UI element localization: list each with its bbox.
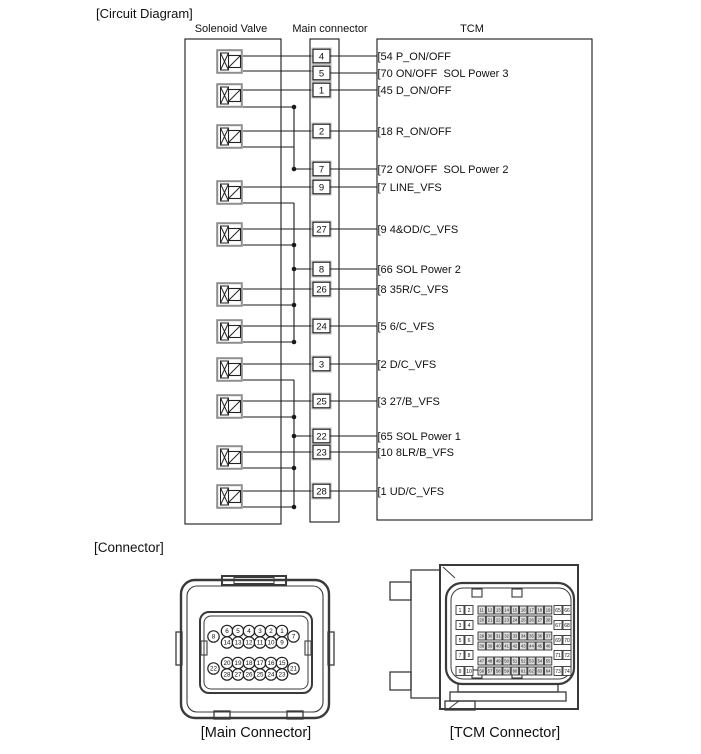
solenoid-valve bbox=[217, 125, 294, 148]
main-connector-drawing-pin bbox=[254, 637, 265, 648]
pin-square-number: 71 bbox=[555, 652, 561, 659]
tcm-connector-drawing-pin bbox=[495, 667, 502, 675]
pin-square-number: 67 bbox=[555, 622, 561, 629]
main-connector-pin-number: 9 bbox=[318, 182, 325, 194]
pin-square-number: 33 bbox=[512, 633, 518, 639]
pin-square-number: 37 bbox=[545, 633, 551, 639]
tcm-connector-drawing-pin bbox=[486, 657, 493, 665]
main-connector-pin-number: 5 bbox=[318, 68, 325, 80]
solenoid-valve-symbol bbox=[217, 125, 242, 148]
solenoid-valve-symbol bbox=[217, 485, 242, 508]
main-connector-drawing-pin bbox=[288, 663, 299, 674]
main-connector-drawing-pin bbox=[254, 625, 265, 636]
pin-square-number: 49 bbox=[495, 658, 501, 664]
pin-square-number: 7 bbox=[458, 652, 462, 659]
main-connector-drawing-pin bbox=[276, 669, 287, 680]
main-connector-drawing-pin bbox=[243, 637, 254, 648]
tcm-connector-drawing-pin bbox=[520, 642, 527, 650]
tcm-connector-drawing-pin bbox=[511, 657, 518, 665]
pin-circle-number: 14 bbox=[223, 639, 231, 647]
main-connector-drawing-pin bbox=[221, 637, 232, 648]
column-header-tcm: TCM bbox=[460, 23, 484, 35]
tcm-connector-drawing-pin bbox=[544, 632, 551, 640]
tcm-connector-drawing-pin bbox=[486, 667, 493, 675]
tcm-connector-drawing-pin bbox=[478, 642, 485, 650]
tcm-connector-drawing-pin bbox=[503, 642, 510, 650]
tcm-pin-label: [45 D_ON/OFF bbox=[377, 84, 452, 97]
tcm-connector-caption: [TCM Connector] bbox=[449, 725, 561, 741]
tcm-conn-key-tab bbox=[472, 589, 482, 597]
pin-square-number: 56 bbox=[479, 668, 485, 674]
main-connector-drawing-pin bbox=[208, 631, 219, 642]
pin-square-number: 5 bbox=[458, 637, 462, 644]
main-conn-face-outer bbox=[200, 612, 312, 693]
pin-square-number: 48 bbox=[487, 658, 493, 664]
tcm-connector-drawing-pin bbox=[478, 606, 485, 614]
tcm-connector-drawing-pin bbox=[486, 642, 493, 650]
main-connector-drawing-pin bbox=[232, 637, 243, 648]
tcm-connector-drawing-pin bbox=[503, 616, 510, 624]
tcm-connector-drawing-pin bbox=[554, 621, 562, 630]
pin-square-number: 12 bbox=[487, 607, 493, 613]
solenoid-valve bbox=[217, 50, 242, 73]
tcm-connector-drawing-pin bbox=[456, 667, 464, 676]
pin-square-number: 16 bbox=[520, 607, 526, 613]
tcm-connector-drawing-pin bbox=[544, 606, 551, 614]
circuit-row-pin-3 bbox=[243, 356, 436, 372]
pin-circle-number: 21 bbox=[289, 665, 298, 673]
pin-square-number: 57 bbox=[487, 668, 493, 674]
pin-square-number: 41 bbox=[504, 643, 509, 649]
pin-square-number: 59 bbox=[504, 668, 509, 674]
solenoid-valve-symbol bbox=[217, 84, 242, 107]
pin-circle-number: 17 bbox=[256, 660, 264, 668]
pin-square-number: 17 bbox=[529, 607, 534, 613]
main-connector-drawing-pin bbox=[243, 657, 254, 668]
pin-square-number: 20 bbox=[479, 617, 485, 623]
tcm-conn-bottom-bar1 bbox=[458, 684, 558, 692]
tcm-connector-drawing-pin bbox=[465, 621, 473, 630]
pin-circle-number: 23 bbox=[278, 671, 286, 679]
main-connector-drawing-pin bbox=[276, 637, 287, 648]
tcm-connector-drawing-pin bbox=[528, 642, 535, 650]
tcm-connector-drawing-pin bbox=[495, 657, 502, 665]
solenoid-valve bbox=[217, 485, 296, 509]
tcm-connector-drawing-pin bbox=[520, 606, 527, 614]
main-connector-pin-number: 28 bbox=[316, 486, 327, 498]
tcm-pin-label: [18 R_ON/OFF bbox=[377, 125, 452, 138]
pin-square-number: 23 bbox=[504, 617, 509, 623]
main-connector-pin-number: 27 bbox=[316, 224, 327, 236]
pin-square-number: 27 bbox=[537, 617, 543, 623]
main-connector-pin-number: 2 bbox=[318, 126, 325, 138]
pin-square-number: 46 bbox=[545, 643, 551, 649]
tcm-connector-drawing-pin bbox=[554, 606, 562, 615]
tcm-conn-left-body bbox=[411, 570, 440, 698]
tcm-connector-drawing-pin bbox=[503, 657, 510, 665]
main-connector-drawing-pin bbox=[232, 657, 243, 668]
main-connector-drawing-pin bbox=[288, 631, 299, 642]
tcm-connector-drawing-pin bbox=[528, 667, 535, 675]
tcm-connector-drawing-pin bbox=[486, 616, 493, 624]
pin-circle-number: 3 bbox=[258, 628, 262, 636]
pin-circle-number: 5 bbox=[236, 628, 240, 636]
pin-square-number: 13 bbox=[495, 607, 501, 613]
main-connector-pin-number: 7 bbox=[318, 164, 325, 176]
pin-circle-number: 24 bbox=[267, 671, 275, 679]
pin-square-number: 29 bbox=[479, 633, 485, 639]
pin-circle-number: 16 bbox=[267, 660, 275, 668]
tcm-connector-drawing-pin bbox=[536, 667, 543, 675]
pin-square-number: 55 bbox=[545, 658, 551, 664]
pin-square-number: 62 bbox=[529, 668, 534, 674]
tcm-pin-label: [2 D/C_VFS bbox=[377, 358, 437, 371]
circuit-wiring bbox=[217, 48, 508, 509]
column-header-solenoid-valve: Solenoid Valve bbox=[194, 23, 268, 35]
main-connector-drawing-pin bbox=[232, 625, 243, 636]
main-connector-drawing-pin bbox=[254, 657, 265, 668]
pin-square-number: 28 bbox=[545, 617, 551, 623]
pin-square-number: 63 bbox=[537, 668, 543, 674]
main-conn-outer-shell bbox=[181, 580, 329, 718]
column-header-main-connector: Main connector bbox=[292, 23, 368, 35]
pin-circle-number: 20 bbox=[223, 660, 231, 668]
pin-square-number: 69 bbox=[555, 637, 561, 644]
tcm-conn-key-tab bbox=[512, 589, 522, 597]
pin-circle-number: 28 bbox=[223, 671, 231, 679]
tcm-connector-drawing-pin bbox=[563, 621, 571, 630]
tcm-connector-drawing-pin bbox=[544, 642, 551, 650]
tcm-connector-drawing-pin bbox=[536, 642, 543, 650]
main-connector-pin-number: 23 bbox=[316, 447, 327, 459]
pin-square-number: 58 bbox=[495, 668, 501, 674]
main-connector-pin-number: 3 bbox=[318, 359, 325, 371]
pin-square-number: 64 bbox=[545, 668, 551, 674]
junction-dot bbox=[292, 167, 297, 172]
pin-circle-number: 9 bbox=[280, 639, 284, 647]
circuit-row-pin-9 bbox=[243, 179, 442, 195]
solenoid-valve-symbol bbox=[217, 446, 242, 469]
pin-circle-number: 4 bbox=[247, 628, 251, 636]
solenoid-valve bbox=[217, 223, 296, 247]
tcm-connector-drawing-pin bbox=[544, 657, 551, 665]
pin-square-number: 34 bbox=[520, 633, 526, 639]
tcm-connector-drawing-pin bbox=[536, 606, 543, 614]
solenoid-valve-symbol bbox=[217, 223, 242, 246]
circuit-row-pin-26 bbox=[243, 281, 448, 297]
tcm-connector-drawing-pin bbox=[503, 632, 510, 640]
tcm-conn-bottom-bar2 bbox=[450, 692, 566, 701]
main-connector-drawing-pin bbox=[243, 669, 254, 680]
pin-square-number: 4 bbox=[467, 622, 471, 629]
main-connector-drawing-pin bbox=[254, 669, 265, 680]
tcm-pin-label: [7 LINE_VFS bbox=[377, 181, 442, 194]
pin-square-number: 47 bbox=[479, 658, 485, 664]
pin-square-number: 42 bbox=[512, 643, 518, 649]
connector-section-title: [Connector] bbox=[94, 540, 164, 555]
main-connector-drawing-pin bbox=[208, 663, 219, 674]
circuit-row-pin-1 bbox=[243, 82, 452, 98]
pin-square-number: 39 bbox=[487, 643, 493, 649]
tcm-connector-drawing-pin bbox=[511, 667, 518, 675]
tcm-connector-drawing-pin bbox=[544, 616, 551, 624]
tcm-connector-drawing-pin bbox=[528, 616, 535, 624]
circuit-row-pin-25 bbox=[243, 393, 440, 409]
pin-square-number: 73 bbox=[555, 668, 561, 675]
pin-square-number: 32 bbox=[504, 633, 509, 639]
tcm-connector-drawing-pin bbox=[456, 606, 464, 615]
tcm-connector-drawing-pin bbox=[478, 667, 485, 675]
pin-square-number: 44 bbox=[529, 643, 534, 649]
circuit-row-pin-27 bbox=[243, 221, 458, 237]
solenoid-valve-symbol bbox=[217, 395, 242, 418]
pin-square-number: 60 bbox=[512, 668, 518, 674]
tcm-connector-drawing-pin bbox=[563, 651, 571, 660]
tcm-connector-drawing-pin bbox=[511, 642, 518, 650]
solenoid-valve bbox=[217, 181, 294, 204]
pin-circle-number: 27 bbox=[234, 671, 242, 679]
pin-circle-number: 26 bbox=[245, 671, 253, 679]
main-connector-pin-number: 4 bbox=[318, 51, 325, 63]
pin-circle-number: 2 bbox=[269, 628, 273, 636]
circuit-row-pin-7 bbox=[294, 161, 509, 177]
solenoid-valve-symbol bbox=[217, 181, 242, 204]
tcm-connector-drawing-pin bbox=[495, 642, 502, 650]
pin-square-number: 51 bbox=[512, 658, 518, 664]
circuit-row-pin-2 bbox=[243, 123, 452, 139]
main-connector-drawing-pin bbox=[221, 669, 232, 680]
tcm-pin-label: [1 UD/C_VFS bbox=[377, 485, 445, 498]
tcm-connector-drawing-pin bbox=[456, 651, 464, 660]
tcm-connector-drawing-pin bbox=[520, 616, 527, 624]
tcm-connector-drawing-pin bbox=[554, 651, 562, 660]
main-connector-drawing-pin bbox=[265, 657, 276, 668]
tcm-connector-drawing-pin bbox=[554, 667, 562, 676]
pin-square-number: 40 bbox=[495, 643, 501, 649]
main-connector-drawing-pin bbox=[276, 625, 287, 636]
page-title: [Circuit Diagram] bbox=[96, 6, 193, 21]
pin-square-number: 18 bbox=[537, 607, 543, 613]
pin-square-number: 31 bbox=[495, 633, 501, 639]
main-connector-drawing-pin bbox=[276, 657, 287, 668]
pin-circle-number: 10 bbox=[267, 639, 275, 647]
solenoid-valve-symbol bbox=[217, 50, 242, 73]
main-connector-drawing-pin bbox=[265, 637, 276, 648]
tcm-connector-drawing-pin bbox=[511, 632, 518, 640]
pin-square-number: 26 bbox=[529, 617, 534, 623]
pin-circle-number: 7 bbox=[291, 633, 296, 641]
tcm-pin-label: [8 35R/C_VFS bbox=[377, 283, 449, 296]
pin-circle-number: 1 bbox=[280, 628, 284, 636]
tcm-connector-drawing-pin bbox=[456, 621, 464, 630]
tcm-pin-label: [9 4&OD/C_VFS bbox=[377, 223, 459, 236]
pin-square-number: 66 bbox=[564, 607, 570, 614]
pin-square-number: 2 bbox=[467, 607, 471, 614]
pin-circle-number: 6 bbox=[225, 628, 229, 636]
main-connector-pin-number: 25 bbox=[316, 396, 327, 408]
tcm-connector-drawing-pin bbox=[520, 632, 527, 640]
tcm-connector-drawing-pin bbox=[465, 667, 473, 676]
main-connector-pin-number: 1 bbox=[318, 85, 325, 97]
tcm-connector-drawing-pin bbox=[511, 616, 518, 624]
solenoid-valve bbox=[217, 84, 296, 109]
pin-square-number: 6 bbox=[467, 637, 471, 644]
pin-square-number: 14 bbox=[504, 607, 509, 613]
tcm-connector-drawing-pin bbox=[495, 606, 502, 614]
tcm-connector-drawing-pin bbox=[478, 632, 485, 640]
tcm-connector-drawing-pin bbox=[536, 632, 543, 640]
pin-circle-number: 18 bbox=[245, 660, 253, 668]
main-connector-pin-number: 22 bbox=[316, 431, 327, 443]
tcm-connector-drawing-pin bbox=[563, 667, 571, 676]
circuit-row-pin-22 bbox=[294, 428, 461, 444]
tcm-connector-drawing-pin bbox=[536, 657, 543, 665]
tcm-pin-label: [72 ON/OFF SOL Power 2 bbox=[377, 163, 509, 176]
tcm-conn-left-bar-bottom bbox=[390, 672, 411, 690]
main-connector-caption: [Main Connector] bbox=[200, 725, 312, 741]
pin-circle-number: 12 bbox=[245, 639, 253, 647]
pin-square-number: 3 bbox=[458, 622, 462, 629]
tcm-connector-drawing-pin bbox=[503, 606, 510, 614]
tcm-connector-drawing-pin bbox=[554, 636, 562, 645]
tcm-connector-drawing-pin bbox=[495, 632, 502, 640]
tcm-pin-label: [10 8LR/B_VFS bbox=[377, 446, 454, 459]
junction-dot bbox=[292, 267, 297, 272]
pin-square-number: 68 bbox=[564, 622, 570, 629]
pin-square-number: 45 bbox=[537, 643, 543, 649]
tcm-pin-label: [70 ON/OFF SOL Power 3 bbox=[377, 67, 509, 80]
tcm-connector-drawing-pin bbox=[511, 606, 518, 614]
pin-square-number: 22 bbox=[495, 617, 501, 623]
tcm-pin-label: [54 P_ON/OFF bbox=[377, 50, 451, 63]
tcm-connector-drawing-pin bbox=[465, 636, 473, 645]
pin-square-number: 8 bbox=[467, 652, 471, 659]
pin-square-number: 61 bbox=[520, 668, 526, 674]
main-connector-drawing-pin bbox=[243, 625, 254, 636]
pin-square-number: 70 bbox=[564, 637, 570, 644]
tcm-connector-drawing-pin bbox=[528, 606, 535, 614]
pin-square-number: 25 bbox=[520, 617, 526, 623]
main-connector-drawing-pin bbox=[232, 669, 243, 680]
tcm-connector-drawing-pin bbox=[486, 632, 493, 640]
tcm-connector-pins bbox=[456, 606, 571, 676]
pin-square-number: 50 bbox=[504, 658, 509, 664]
pin-square-number: 74 bbox=[564, 668, 570, 675]
pin-circle-number: 19 bbox=[234, 660, 242, 668]
tcm-connector-drawing-pin bbox=[536, 616, 543, 624]
solenoid-valve bbox=[217, 358, 294, 381]
pin-square-number: 38 bbox=[479, 643, 485, 649]
tcm-conn-corner-line bbox=[443, 567, 455, 578]
pin-square-number: 53 bbox=[529, 658, 534, 664]
solenoid-valve-symbol bbox=[217, 283, 242, 306]
tcm-connector-drawing-pin bbox=[486, 606, 493, 614]
solenoid-valve bbox=[217, 395, 296, 419]
main-connector-drawing-pin bbox=[221, 625, 232, 636]
tcm-pin-label: [5 6/C_VFS bbox=[377, 320, 435, 333]
pin-square-number: 15 bbox=[512, 607, 518, 613]
pin-square-number: 24 bbox=[512, 617, 518, 623]
tcm-connector-drawing-pin bbox=[503, 667, 510, 675]
pin-circle-number: 13 bbox=[234, 639, 242, 647]
main-connector-pins bbox=[208, 625, 299, 680]
main-connector-pin-number: 24 bbox=[316, 321, 327, 333]
tcm-connector-drawing-pin bbox=[478, 657, 485, 665]
pin-square-number: 35 bbox=[529, 633, 534, 639]
tcm-connector-drawing-pin bbox=[563, 606, 571, 615]
tcm-connector-drawing-pin bbox=[544, 667, 551, 675]
tcm-connector-drawing-pin bbox=[478, 616, 485, 624]
main-connector-drawing-pin bbox=[221, 657, 232, 668]
pin-square-number: 72 bbox=[564, 652, 570, 659]
pin-square-number: 30 bbox=[487, 633, 493, 639]
tcm-connector-drawing-pin bbox=[520, 667, 527, 675]
pin-circle-number: 8 bbox=[211, 633, 216, 641]
solenoid-valve bbox=[217, 320, 296, 344]
pin-square-number: 36 bbox=[537, 633, 543, 639]
pin-square-number: 11 bbox=[479, 607, 484, 613]
tcm-connector-drawing-pin bbox=[520, 657, 527, 665]
tcm-pin-label: [65 SOL Power 1 bbox=[377, 430, 461, 443]
tcm-pin-label: [3 27/B_VFS bbox=[377, 395, 440, 408]
solenoid-valve-symbol bbox=[217, 320, 242, 343]
tcm-connector-drawing-pin bbox=[465, 651, 473, 660]
main-connector-drawing-pin bbox=[265, 669, 276, 680]
pin-circle-number: 15 bbox=[278, 660, 286, 668]
solenoid-valve-symbol bbox=[217, 358, 242, 381]
main-connector-drawing-pin bbox=[265, 625, 276, 636]
main-connector-pin-number: 8 bbox=[318, 264, 325, 276]
circuit-row-pin-28 bbox=[243, 483, 444, 499]
circuit-row-pin-5 bbox=[243, 65, 509, 81]
pin-square-number: 52 bbox=[520, 658, 526, 664]
pin-square-number: 10 bbox=[466, 668, 472, 675]
pin-square-number: 54 bbox=[537, 658, 543, 664]
main-connector-drawing bbox=[176, 576, 334, 719]
pin-circle-number: 11 bbox=[256, 639, 264, 647]
tcm-connector-drawing-pin bbox=[528, 632, 535, 640]
pin-circle-number: 25 bbox=[256, 671, 264, 679]
tcm-connector-drawing-pin bbox=[528, 657, 535, 665]
pin-square-number: 21 bbox=[487, 617, 493, 623]
solenoid-valve bbox=[217, 283, 296, 307]
junction-dot bbox=[292, 434, 297, 439]
main-connector-pin-number: 26 bbox=[316, 284, 327, 296]
tcm-conn-left-bar-top bbox=[390, 582, 411, 600]
pin-square-number: 19 bbox=[545, 607, 551, 613]
circuit-row-pin-4 bbox=[243, 48, 451, 64]
solenoid-valve bbox=[217, 446, 296, 470]
circuit-row-pin-23 bbox=[243, 444, 454, 460]
circuit-row-pin-8 bbox=[294, 261, 461, 277]
pin-square-number: 65 bbox=[555, 607, 561, 614]
tcm-connector-drawing-pin bbox=[563, 636, 571, 645]
tcm-connector-drawing-pin bbox=[456, 636, 464, 645]
tcm-connector-drawing-pin bbox=[495, 616, 502, 624]
tcm-pin-label: [66 SOL Power 2 bbox=[377, 263, 461, 276]
pin-square-number: 1 bbox=[458, 607, 462, 614]
pin-circle-number: 22 bbox=[209, 665, 218, 673]
pin-square-number: 9 bbox=[458, 668, 462, 675]
tcm-connector-drawing-pin bbox=[465, 606, 473, 615]
pin-square-number: 43 bbox=[520, 643, 526, 649]
